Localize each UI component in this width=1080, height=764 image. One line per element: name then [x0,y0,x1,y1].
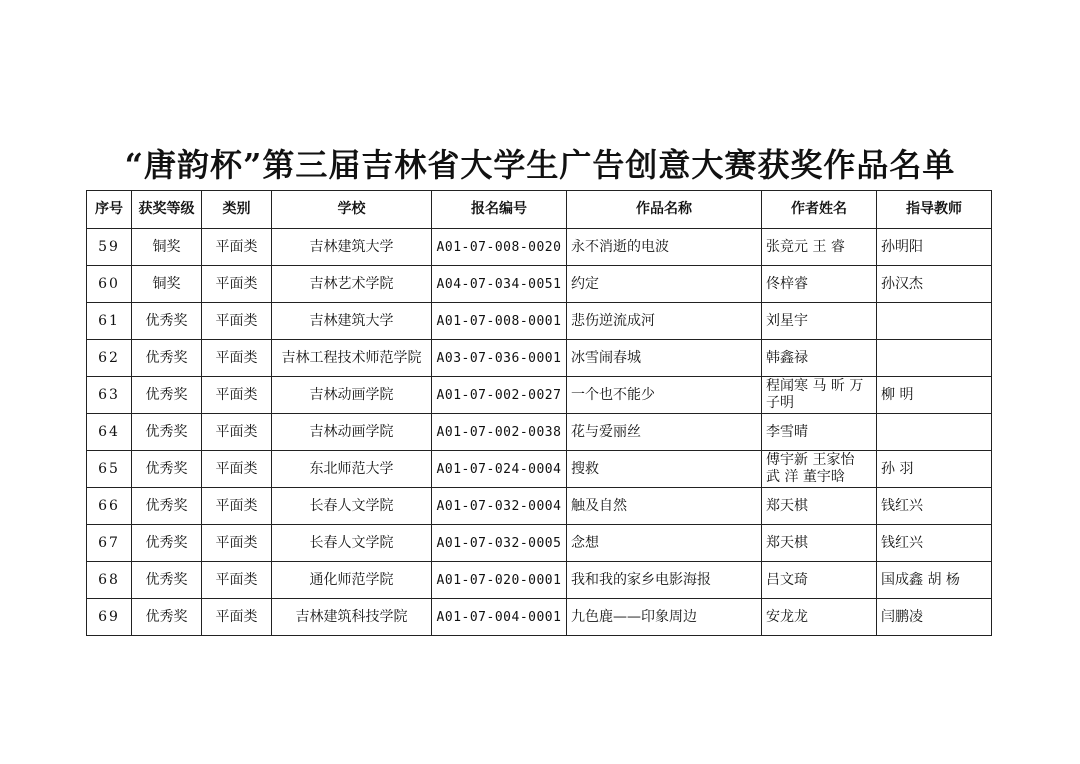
cell-award-level: 优秀奖 [132,488,202,525]
cell-number: 65 [87,451,132,488]
cell-advisor: 钱红兴 [877,525,992,562]
cell-advisor: 国成鑫 胡 杨 [877,562,992,599]
cell-number: 64 [87,414,132,451]
table-row [87,451,992,488]
cell-award-level: 铜奖 [132,266,202,303]
cell-work-title: 搜救 [567,451,762,488]
table-row [87,488,992,525]
cell-authors: 郑天棋 [762,525,877,562]
cell-authors: 吕文琦 [762,562,877,599]
cell-school: 吉林建筑大学 [272,229,432,266]
cell-work-title: 我和我的家乡电影海报 [567,562,762,599]
header-cell: 获奖等级 [132,191,202,229]
cell-category: 平面类 [202,303,272,340]
cell-work-title: 触及自然 [567,488,762,525]
table-row [87,229,992,266]
cell-school: 长春人文学院 [272,488,432,525]
cell-number: 66 [87,488,132,525]
cell-award-level: 铜奖 [132,229,202,266]
cell-advisor [877,414,992,451]
cell-award-level: 优秀奖 [132,303,202,340]
header-cell: 报名编号 [432,191,567,229]
header-row [87,191,992,229]
page-title: “唐韵杯”第三届吉林省大学生广告创意大赛获奖作品名单 [124,146,956,184]
cell-number: 61 [87,303,132,340]
cell-advisor: 闫鹏凌 [877,599,992,636]
cell-advisor [877,303,992,340]
cell-category: 平面类 [202,414,272,451]
cell-entry-code: A01-07-004-0001 [432,599,567,636]
cell-advisor [877,340,992,377]
table-row [87,414,992,451]
cell-category: 平面类 [202,562,272,599]
header-cell: 作品名称 [567,191,762,229]
table-row [87,266,992,303]
header-cell: 学校 [272,191,432,229]
cell-number: 69 [87,599,132,636]
cell-authors: 李雪晴 [762,414,877,451]
header-cell: 类别 [202,191,272,229]
awards-table [86,190,992,636]
cell-school: 吉林动画学院 [272,377,432,414]
header-cell: 指导教师 [877,191,992,229]
cell-authors: 程闻寒 马 昕 万子明 [762,377,877,414]
cell-entry-code: A01-07-008-0001 [432,303,567,340]
cell-entry-code: A01-07-020-0001 [432,562,567,599]
cell-school: 吉林建筑大学 [272,303,432,340]
cell-category: 平面类 [202,266,272,303]
table-row [87,525,992,562]
cell-advisor: 孙汉杰 [877,266,992,303]
cell-award-level: 优秀奖 [132,599,202,636]
table-row [87,599,992,636]
cell-entry-code: A01-07-008-0020 [432,229,567,266]
cell-award-level: 优秀奖 [132,377,202,414]
cell-entry-code: A01-07-002-0027 [432,377,567,414]
cell-work-title: 花与爱丽丝 [567,414,762,451]
cell-school: 东北师范大学 [272,451,432,488]
cell-school: 通化师范学院 [272,562,432,599]
cell-category: 平面类 [202,229,272,266]
cell-category: 平面类 [202,488,272,525]
cell-category: 平面类 [202,525,272,562]
cell-authors: 张竞元 王 睿 [762,229,877,266]
cell-entry-code: A01-07-024-0004 [432,451,567,488]
cell-authors: 安龙龙 [762,599,877,636]
cell-advisor: 柳 明 [877,377,992,414]
cell-entry-code: A01-07-032-0005 [432,525,567,562]
cell-authors: 郑天棋 [762,488,877,525]
cell-entry-code: A01-07-002-0038 [432,414,567,451]
cell-work-title: 悲伤逆流成河 [567,303,762,340]
table-row [87,340,992,377]
cell-number: 62 [87,340,132,377]
cell-award-level: 优秀奖 [132,340,202,377]
cell-entry-code: A03-07-036-0001 [432,340,567,377]
table-row [87,562,992,599]
cell-advisor: 孙明阳 [877,229,992,266]
table-row [87,303,992,340]
cell-number: 59 [87,229,132,266]
cell-award-level: 优秀奖 [132,525,202,562]
cell-school: 吉林艺术学院 [272,266,432,303]
cell-authors: 韩鑫禄 [762,340,877,377]
cell-number: 63 [87,377,132,414]
cell-work-title: 九色鹿——印象周边 [567,599,762,636]
cell-authors: 刘星宇 [762,303,877,340]
cell-category: 平面类 [202,599,272,636]
cell-work-title: 永不消逝的电波 [567,229,762,266]
cell-award-level: 优秀奖 [132,562,202,599]
cell-award-level: 优秀奖 [132,451,202,488]
cell-work-title: 约定 [567,266,762,303]
cell-number: 60 [87,266,132,303]
header-cell: 作者姓名 [762,191,877,229]
cell-category: 平面类 [202,377,272,414]
cell-authors: 佟梓睿 [762,266,877,303]
cell-authors: 傅宇新 王家怡 武 洋 董宇晗 [762,451,877,488]
cell-school: 吉林工程技术师范学院 [272,340,432,377]
cell-work-title: 一个也不能少 [567,377,762,414]
cell-work-title: 冰雪闹春城 [567,340,762,377]
cell-entry-code: A04-07-034-0051 [432,266,567,303]
header-cell: 序号 [87,191,132,229]
cell-work-title: 念想 [567,525,762,562]
cell-school: 吉林动画学院 [272,414,432,451]
table-row [87,377,992,414]
cell-number: 67 [87,525,132,562]
cell-school: 长春人文学院 [272,525,432,562]
cell-advisor: 孙 羽 [877,451,992,488]
cell-category: 平面类 [202,451,272,488]
cell-award-level: 优秀奖 [132,414,202,451]
cell-number: 68 [87,562,132,599]
cell-entry-code: A01-07-032-0004 [432,488,567,525]
cell-advisor: 钱红兴 [877,488,992,525]
cell-category: 平面类 [202,340,272,377]
cell-school: 吉林建筑科技学院 [272,599,432,636]
